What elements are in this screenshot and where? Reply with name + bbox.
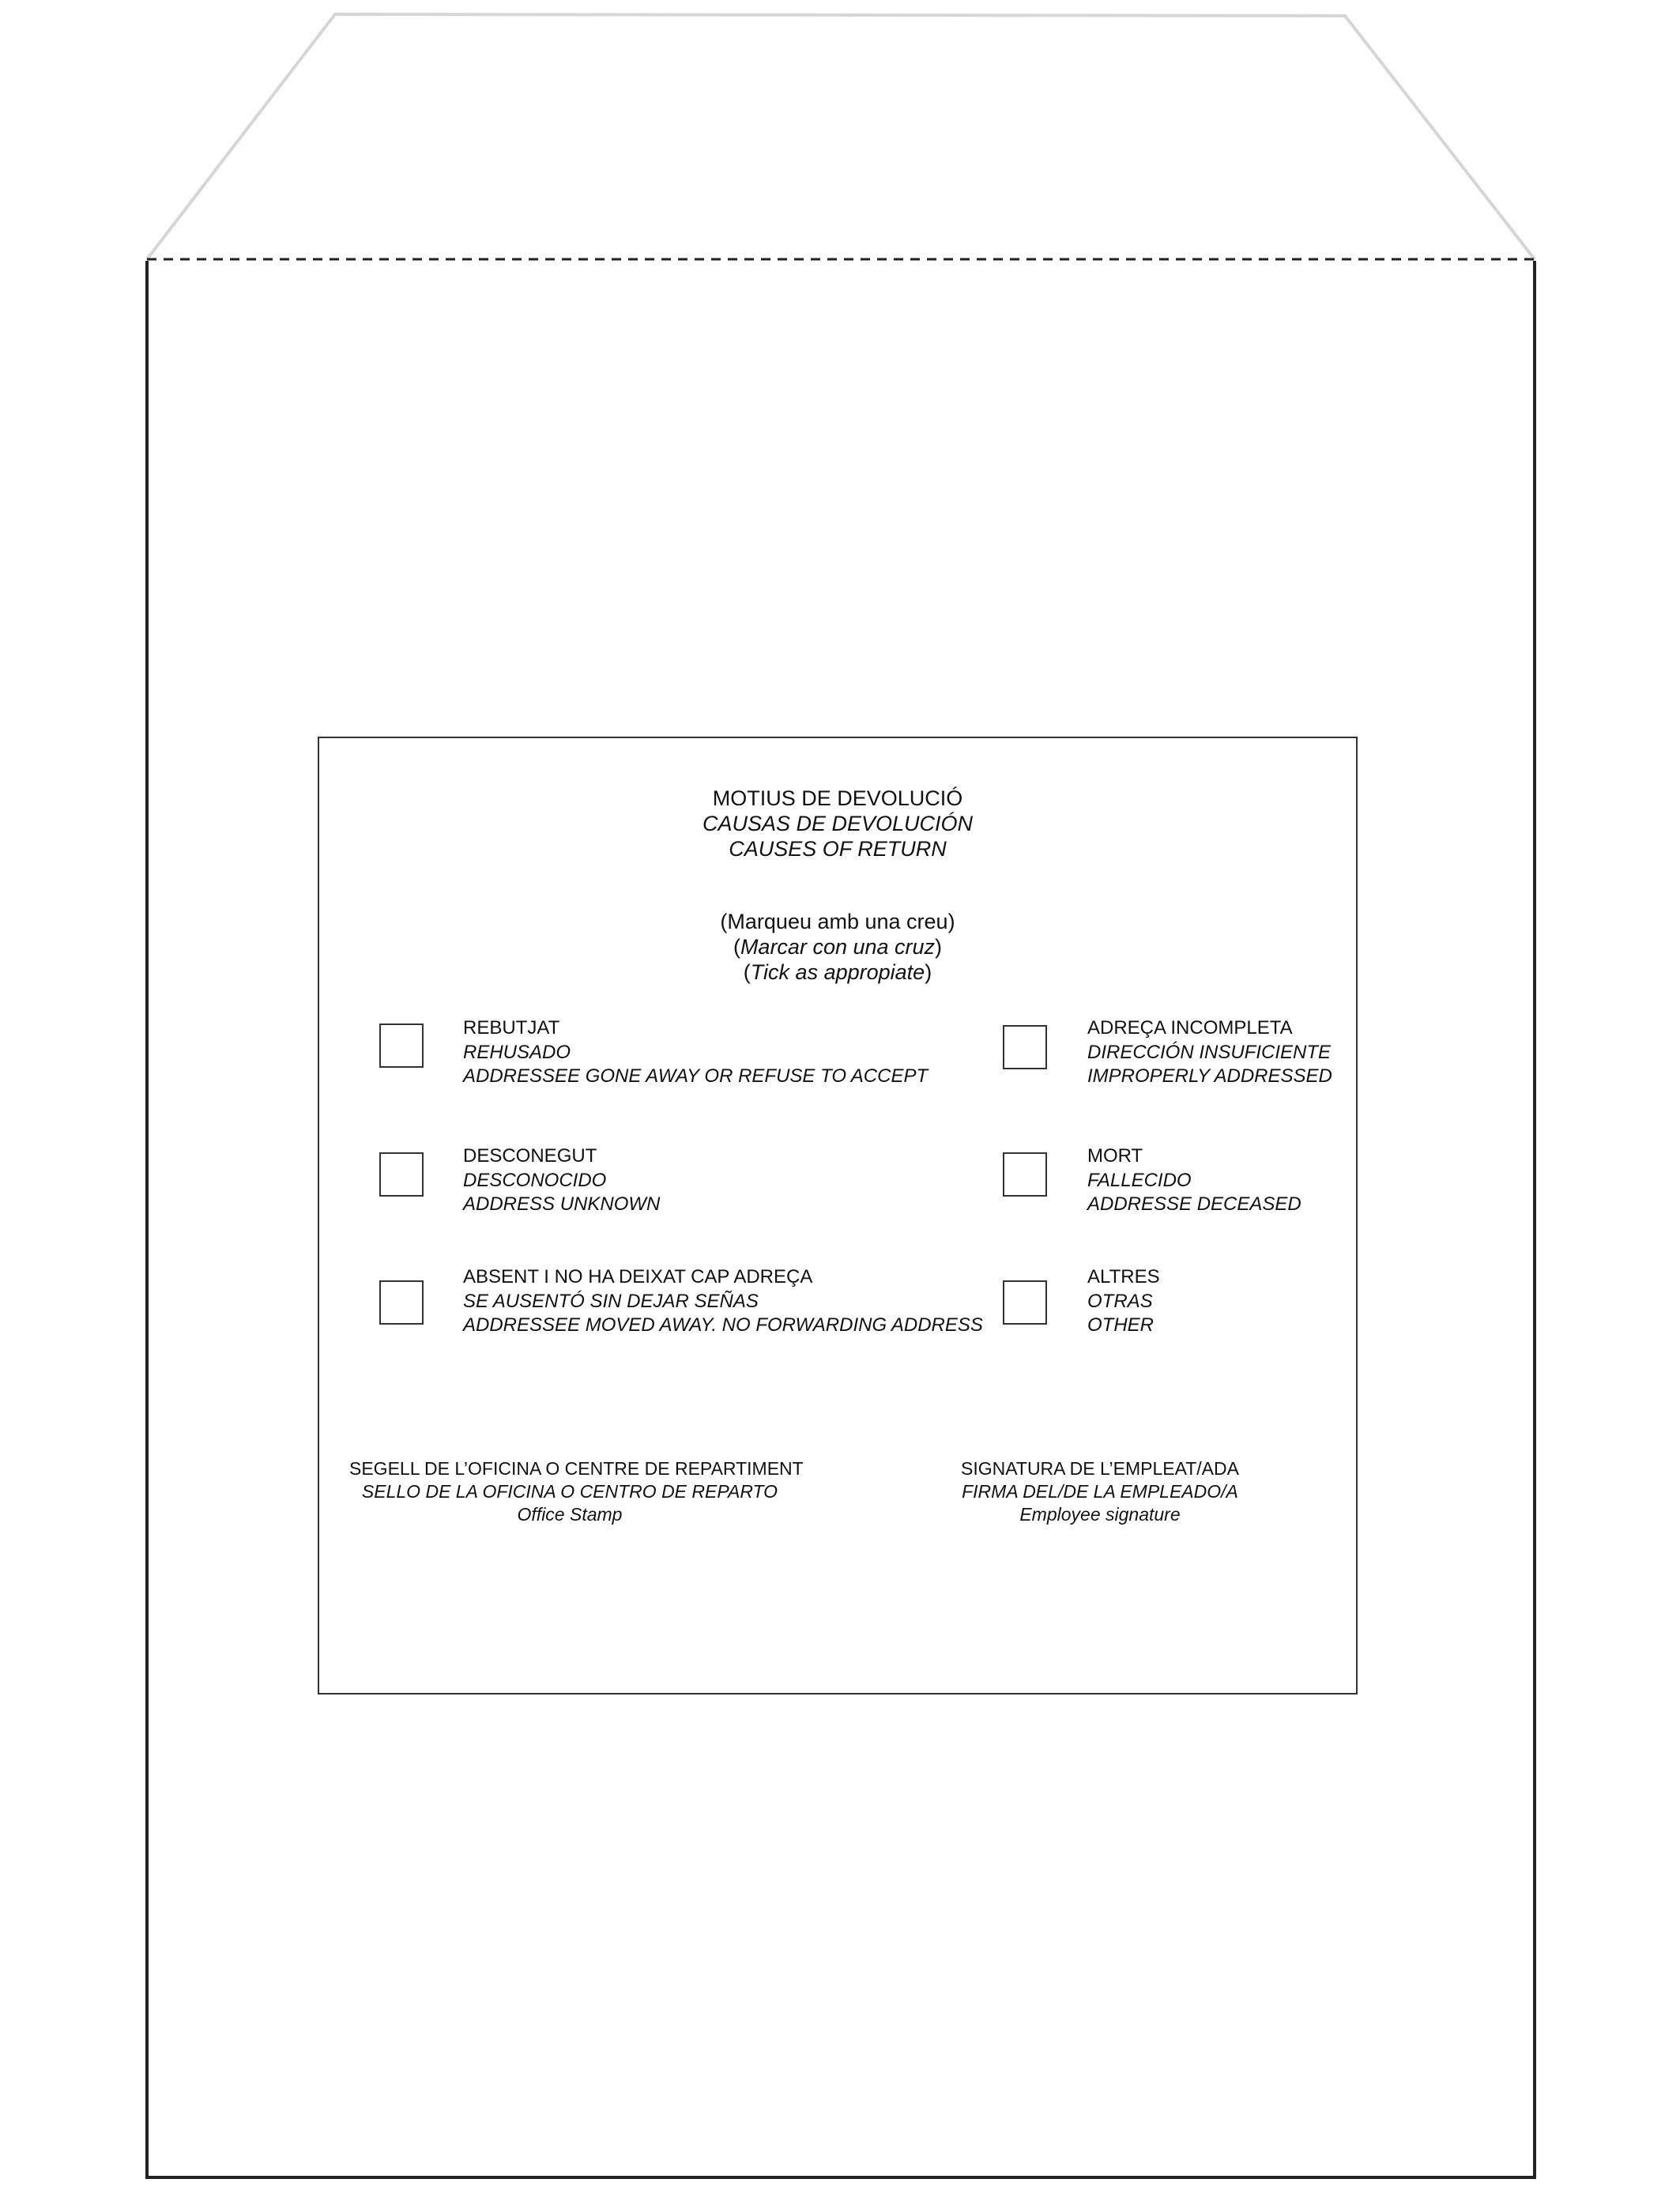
- form-instructions: [319, 909, 1356, 985]
- checkbox-refused[interactable]: [379, 1023, 424, 1068]
- instruction-catalan: (Marqueu amb una creu): [720, 910, 955, 933]
- checkbox-unknown[interactable]: [379, 1152, 424, 1197]
- checkbox-deceased[interactable]: [1003, 1152, 1047, 1197]
- option-label-english: ADDRESSEE MOVED AWAY. NO FORWARDING ADDRESS: [463, 1314, 983, 1336]
- envelope-flap: [147, 14, 1535, 259]
- option-other: [1087, 1265, 1160, 1338]
- signature-catalan: SIGNATURA DE L’EMPLEAT/ADA: [961, 1458, 1239, 1479]
- option-moved-away: [463, 1265, 983, 1338]
- instruction-spanish: Marcar con una cruz: [740, 935, 936, 959]
- office-stamp-label: [349, 1457, 804, 1526]
- signature-spanish: FIRMA DEL/DE LA EMPLEADO/A: [962, 1481, 1238, 1502]
- option-label-english: OTHER: [1087, 1314, 1154, 1336]
- option-label-catalan: MORT: [1087, 1145, 1143, 1167]
- option-label-spanish: REHUSADO: [463, 1041, 571, 1063]
- title-catalan: MOTIUS DE DEVOLUCIÓ: [712, 786, 963, 810]
- stamp-catalan: SEGELL DE L’OFICINA O CENTRE DE REPARTIMENT: [349, 1458, 804, 1479]
- employee-signature-label: [942, 1457, 1258, 1526]
- checkbox-improperly-addressed[interactable]: [1003, 1025, 1047, 1069]
- checkbox-other[interactable]: [1003, 1280, 1047, 1325]
- checkbox-moved-away[interactable]: [379, 1280, 424, 1325]
- option-label-catalan: REBUTJAT: [463, 1017, 560, 1039]
- title-spanish: CAUSAS DE DEVOLUCIÓN: [702, 812, 974, 835]
- stamp-spanish: SELLO DE LA OFICINA O CENTRO DE REPARTO: [361, 1481, 778, 1502]
- option-label-english: ADDRESSEE GONE AWAY OR REFUSE TO ACCEPT: [463, 1065, 929, 1087]
- option-label-catalan: ALTRES: [1087, 1266, 1160, 1287]
- title-english: CAUSES OF RETURN: [729, 837, 947, 861]
- stamp-english: Office Stamp: [517, 1504, 623, 1525]
- instruction-spanish-line: (Marcar con una cruz): [733, 935, 943, 959]
- option-deceased: [1087, 1144, 1301, 1217]
- option-label-spanish: DESCONOCIDO: [463, 1169, 607, 1191]
- return-reasons-box: [318, 737, 1358, 1695]
- option-label-english: ADDRESS UNKNOWN: [463, 1193, 661, 1215]
- option-label-spanish: DIRECCIÓN INSUFICIENTE: [1087, 1041, 1332, 1063]
- signature-english: Employee signature: [1019, 1504, 1181, 1525]
- option-label-catalan: ABSENT I NO HA DEIXAT CAP ADREÇA: [463, 1266, 813, 1287]
- instruction-english: Tick as appropiate: [750, 960, 925, 984]
- option-label-english: ADDRESSE DECEASED: [1087, 1193, 1301, 1215]
- option-label-catalan: ADREÇA INCOMPLETA: [1087, 1017, 1293, 1039]
- instruction-english-line: (Tick as appropiate): [743, 960, 932, 984]
- option-label-english: IMPROPERLY ADDRESSED: [1087, 1065, 1332, 1087]
- option-improperly-addressed: [1087, 1016, 1332, 1089]
- option-label-spanish: FALLECIDO: [1087, 1169, 1192, 1191]
- option-label-catalan: DESCONEGUT: [463, 1145, 597, 1167]
- option-label-spanish: SE AUSENTÓ SIN DEJAR SEÑAS: [463, 1290, 759, 1312]
- form-title: [319, 786, 1356, 861]
- option-label-spanish: OTRAS: [1087, 1290, 1153, 1312]
- option-refused: [463, 1016, 928, 1089]
- option-unknown: [463, 1144, 660, 1217]
